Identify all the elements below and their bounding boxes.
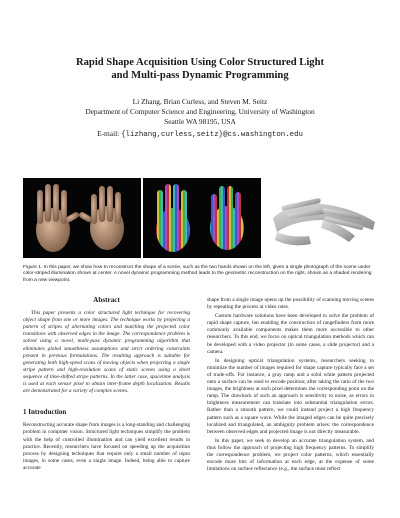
figure-caption: Figure 1. In this paper, we show how to reconstruct the shape of a scene, such as the two hands shown on the left, given a single photograph of the scene under color-striped illumination shown at center. A novel dynamic programming method leads to the geometric reconstruction on the right, shown as a shaded rendering from a new viewpoint. (23, 265, 372, 283)
right-paragraph-3: In designing optical triangulation systems, researchers seeking to minimize the number of images required for shape capture typically face a set of trade-offs. For instance, a gray ramp and a solid white pattern projected onto a surface can be used to encode position; after taking the ratio of the two images, the brightness at each pixel determines the corresponding point on the ramp. The drawback of such an approach is sensitivity to noise, as errors in brightness measurement can translate into substantial triangulation errors. Rather than a smooth pattern, we could instead project a high frequency pattern such as a square wave. While the imaged edges can be quite precisely localized and triangulated, an ambiguity problem arises: the correspondence between observed edges and projected image is not directly measurable. (207, 357, 374, 435)
paper-title-line1: Rapid Shape Acquisition Using Color Structured Light (75, 57, 325, 68)
section-heading-introduction: 1 Introduction (23, 408, 67, 417)
abstract-text: This paper presents a color structured light technique for recovering object shape from one or more images. The technique works by projecting a pattern of stripes of alternating colors and matching the projected color transitions with observed edges in the image. The correspondence problem is solved using a novel, multi-pass dynamic programming algorithm that eliminates global smoothness assumptions and strict ordering constraints present in previous formulations. The resulting approach is suitable for generating both high-speed scans of moving objects when projecting a single stripe pattern and high-resolution scans of static scenes using a short sequence of time-shifted stripe patterns. In the latter case, spacetime analysis is used at each sensor pixel to obtain inter-frame depth localization. Results are demonstrated for a variety of complex scenes. (23, 310, 190, 395)
figure-1 (23, 178, 380, 258)
affiliation-line2: Seattle WA 98195, USA (164, 117, 236, 126)
figure-panel-hands-photo (23, 178, 141, 258)
authors: Li Zhang, Brian Curless, and Steven M. Seitz (132, 97, 268, 106)
paper-title-line2: and Multi-pass Dynamic Programming (111, 70, 289, 81)
figure-panel-striped-hands (143, 178, 261, 258)
reconstruction-render (263, 178, 380, 258)
email-line (0, 129, 400, 139)
email-prefix: E-mail: (97, 129, 120, 138)
affiliation-line1: Department of Computer Science and Engineering, University of Washington (85, 107, 315, 116)
left-column (23, 297, 190, 472)
right-paragraph-4: In this paper, we seek to develop an accurate triangulation system, and thus follow the approach of projecting high frequency patterns. To simplify the correspondence problem, we project color patterns, which essentially encode more bits of information at each edge, at the expense of some limitations on surface reflectance (e.g., the surface must reflect (207, 437, 374, 473)
right-paragraph-2: Custom hardware solutions have been developed to solve the problem of rapid shape capture, but enabling the construction of rangefinders from more commonly available components makes them more accessible to other researchers. To this end, we focus on optical triangulation methods which can be developed with a video projector (in some cases, a slide projector) and a camera. (207, 313, 374, 355)
striped-hands-photo (143, 178, 261, 258)
hands-photo (23, 178, 141, 258)
email-address: {lizhang,curless,seitz}@cs.washington.edu (121, 131, 303, 139)
figure-panel-reconstruction (263, 178, 380, 258)
abstract-heading: Abstract (93, 296, 120, 304)
intro-paragraph: Reconstructing accurate shape from images is a long-standing and challenging problem in computer vision. Structured light techniques simplify the problem with the help of controlled illumination and can yield excellent results in practice. Recently, researchers have focused on speeding up the acquisition process by designing techniques that require only a small number of input images, in some cases, even a single image. Indeed, being able to capture accurate (23, 422, 190, 471)
right-column (207, 297, 374, 473)
right-paragraph-1: shape from a single image opens up the possibility of scanning moving scenes by repeating the process at video rates. (207, 297, 374, 311)
